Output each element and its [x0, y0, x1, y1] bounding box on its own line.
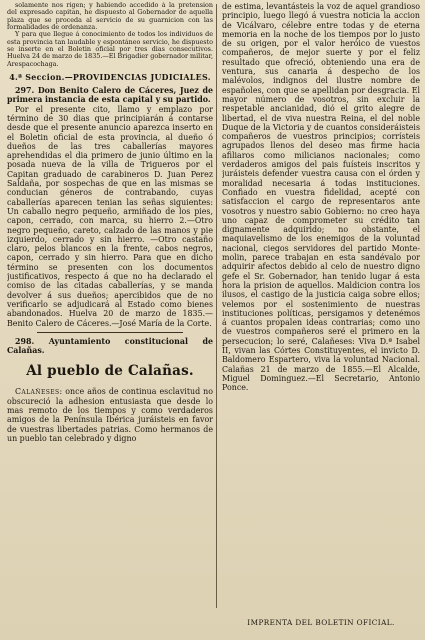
- notice-297-header: [7, 86, 213, 105]
- notice-297-title: Don Benito Calero de Cáceres, Juez de primera instancia de esta capital y su partido.: [7, 86, 213, 105]
- notice-separator: [37, 332, 183, 333]
- notice-298-header: [7, 337, 213, 356]
- notice-298-title: Ayuntamiento constitucional de Calañas.: [7, 336, 213, 356]
- proclamation-continuation: de estima, levantásteis la voz de aquel grandioso principio, luego llegó á vuestra noticia la accion de Vicálvaro, célebre entre todas y de eterna memoria en la noche de los tiempos por lo justo de su origen, por el valor heróico de vuestos compañeros, de mejor suerte y por el feliz resultado que ofreció, obteniendo una era de ventura, sus canaria á despecho de los malévolos, indignos del ilustre nombre de españoles, con que se apellidan por desgracia. El mayor número de vosotros, sin excluir la respetable ancianidad, dió el grito alegre de libertad, el de viva nuestra Reina, el del noble Duque de la Victoria y de cuantos consideráisteis compañeros de vuestros principios; corrísteis agrupados llenos del deseo mas firme hacia afiliaros como milicianos nacionales; como verdaderos amigos del pais fuísteis inscritos y juráisteis defender vuestra causa con el órden y moralidad necesaria á todas instituciones. Confiado en vuestra fidelidad, acepté con satisfaccion el cargo de representaros ante vosotros y nuestro sabio Gobierno: no creo haya uno capaz de comprometer su crédito tan dignamente adquirido; no obstante, el maquiavelismo de los enemigos de la voluntad nacional, ciegos servidores del partido Monte-molin, parece trabajan en esta sandévalo por adquirir afectos debido al celo de nuestro digno gefe el Sr. Gobernador, han tenido lugar á esta hora la prision de aquellos. Maldicion contra los ilusos, el castigo de la justicia caiga sobre ellos; velemos por el sostenimiento de nuestras instituciones políticas, persigamos y detenémos á cuantos propalen ideas contrarias; como uno de vuestros compañeros seré el primero en la persecucion; lo seré, Calañeses: Viva D.ª Isabel II, vivan las Córtes Constituyentes, el invicto D. Baldomero Espartero, viva la voluntad Nacional. Calañas 21 de marzo de 1855.—El Alcalde, Miguel Dominguez.—El Secretario, Antonio Ponce.: [222, 2, 420, 393]
- right-column: [222, 2, 420, 634]
- notice-297-number: 297.: [15, 86, 35, 96]
- proclamation-salutation: Calañeses: [15, 387, 60, 397]
- left-column: [7, 2, 213, 634]
- printer-imprint: IMPRENTA DEL BOLETIN OFICIAL.: [247, 618, 395, 627]
- section-title: 4.ª Seccion.—PROVIDENCIAS JUDICIALES.: [9, 73, 211, 83]
- opening-paragraph: solamente nos rigen; y habiendo accedido á la pretension del expresado capitan, he dispuesto al Gobernador de aquella plaza que se proceda al servicio de su guarnicion con las formalidades de ordenanza.: [7, 2, 213, 32]
- proclamation-body: [7, 387, 213, 443]
- column-divider: [216, 4, 217, 608]
- notice-298-number: 298.: [15, 336, 35, 346]
- notice-297-body: Por el presente cito, llamo y emplazo por término de 30 dias que principiarán á contarse desde que el presente anuncio aparezca inserto en el Boletin oficial de esta provincia, al dueño ó dueños de las tres caballerías mayores aprehendidas el dia primero de junio último en la posada nueva de la villa de Trigueros por el Capitan graduado de carabineros D. Juan Perez Saldaña, por sospechas de que en las mismas se conducian géneros de contrabando, cuyas caballerías aparecen tenian las señas siguientes: Un caballo negro pequeño, armiñado de los pies, capon, cerrado, con marca, su hierro 2.—Otro negro pequeño, careto, calzado de las manos y pie izquierdo, cerrado y sin hierro. —Otro castaño claro, pelos blancos en la frente, cabos negros, capon, cerrado y sin hierro. Para que en dicho término se presenten con los documentos justificativos, respecto á que no ha declarado el comiso de las citadas caballerías, y se manda devolver á sus dueños; apercibidos que de no verificarlo se adjudicará al Estado como bienes abandonados. Huelva 20 de marzo de 1835.—Benito Calero de Cáceres.—José María de la Corte.: [7, 104, 213, 328]
- opening-paragraph-2: Y para que llegue á conocimiento de todos los individuos de esta provincia tan laudable y espontáneo servicio, he dispuesto se inserte en el Boletin oficial por tres dias consecutivos. Huelva 24 de marzo de 1835.—El Brigadier gobernador militar, Arespacochaga.: [7, 30, 213, 68]
- proclamation-text: : once años de continua esclavitud no obscureció la adhesion entusiasta que desde lo mas remoto de los tiempos y como verdaderos amigos de la Península Ibérica juráisteis en favor de vuestras libertades patrias. Como hermanos de un pueblo tan celebrado y digno: [7, 387, 213, 443]
- proclamation-title: Al pueblo de Calañas.: [26, 363, 194, 380]
